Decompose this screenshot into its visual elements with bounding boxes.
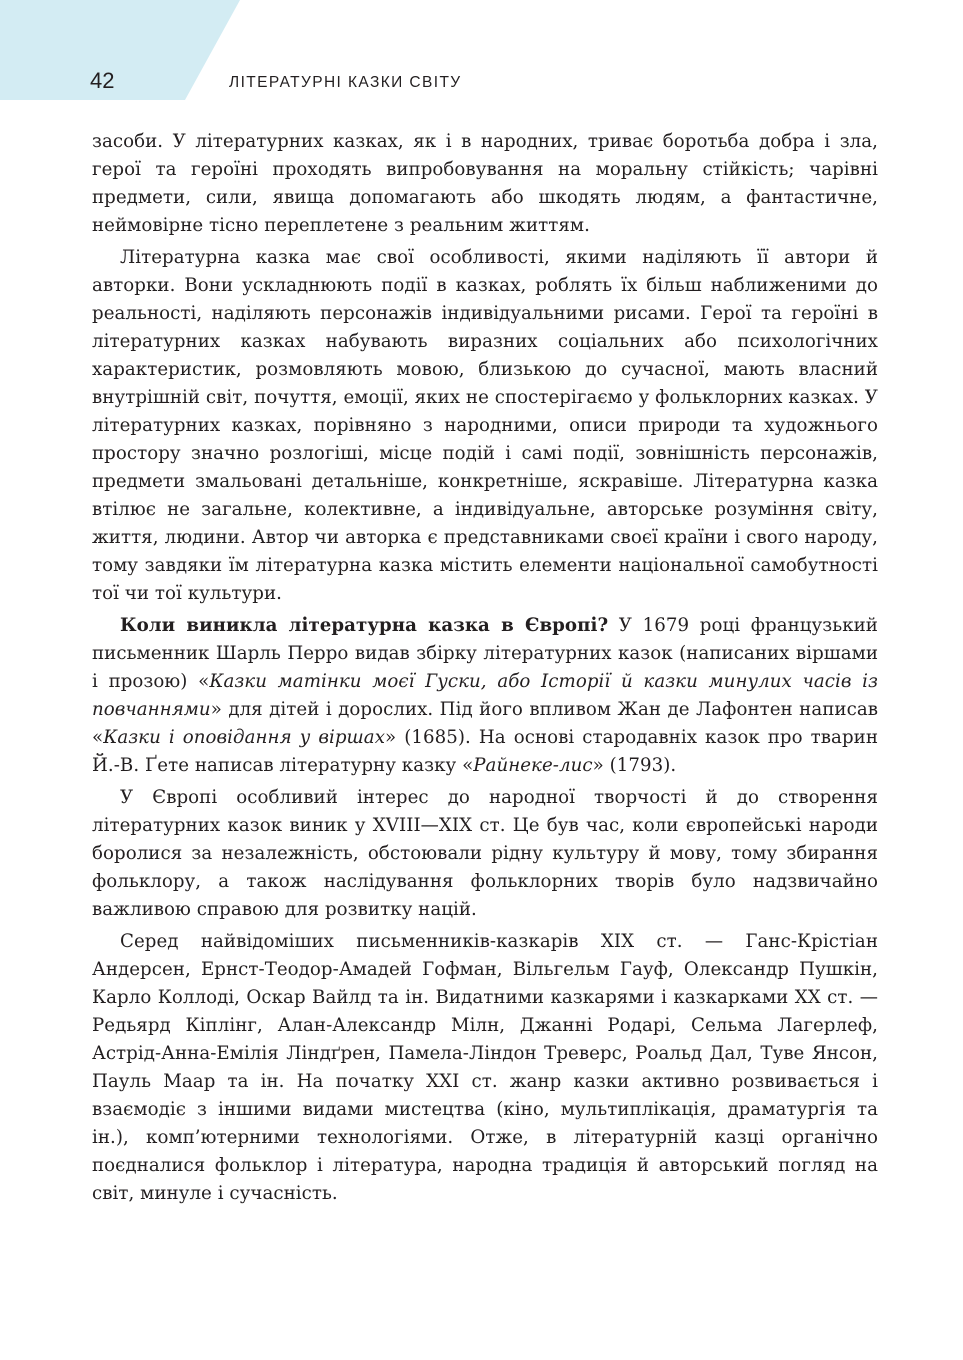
header-color-band (0, 0, 240, 100)
book-title-lafontaine: Казки і оповідання у віршах (103, 727, 386, 748)
paragraph-2: Літературна казка має свої особливості, якими наділяють її автори й авторки. Вони ускладнюють події в казках, роблять їх більш наближеними до реальності, наділяють персонажів індивідуальними рисами. Герої та героїні в літературних казках набувають виразних соціальних або психологічних характеристик, розмовляють мовою, близькою до сучасної, мають власний внутрішній світ, почуття, емоції, яких не спостерігаємо у фольклорних казках. У літературних казках, порівняно з народними, описи природи та художнього простору значно розлогіші, місце подій і самі події, зовнішність персонажів, предмети змальовані детальніше, конкретніше, яскравіше. Літературна казка втілює не загальне, колективне, а індивідуальне, авторське розуміння світу, життя, людини. Автор чи авторка є представниками своєї країни і свого народу, тому завдяки їм літературна казка містить елементи національної самобутності тої чи тої культури. (92, 247, 878, 604)
paragraph-5: Серед найвідоміших письменників-казкарів XIX ст. — Ганс-Крістіан Андерсен, Ернст-Теодор-Амадей Гофман, Вільгельм Гауф, Олександр Пушкін, Карло Коллоді, Оскар Вайлд та ін. Видатними казкарями і казкарками XX ст. — Редьярд Кіплінг, Алан-Александр Мілн, Джанні Родарі, Сельма Лагерлеф, Астрід-Анна-Емілія Ліндґрен, Памела-Ліндон Треверс, Роальд Дал, Туве Янсон, Пауль Маар та ін. На початку XXI ст. жанр казки активно розвивається і взаємодіє з іншими видами мистецтва (кіно, мультиплікація, драматургія та ін.), комп’ютерними технологіями. Отже, в літературній казці органічно поєдналися фольклор і література, народна традиція й авторський погляд на світ, минуле і сучасність. (92, 931, 878, 1204)
paragraph-3-text-3: » (1685). На основі стародавніх казок про тварин Й.-В. Ґете написав літературну казку « (92, 727, 878, 776)
book-title-goethe: Райнеке-лис (473, 755, 593, 776)
running-title: ЛІТЕРАТУРНІ КАЗКИ СВІТУ (229, 74, 462, 91)
paragraph-3-text-2: » для дітей і дорослих. Під його впливом Жан де Лафонтен написав « (92, 699, 878, 748)
main-text (92, 128, 878, 1208)
paragraph-1: засоби. У літературних казках, як і в народних, триває боротьба добра і зла, герої та героїні проходять випробовування на моральну стійкість; чарівні предмети, сили, явища допомагають або шкодять людям, а фантастичне, неймовірне тісно переплетене з реальним життям. (92, 131, 878, 236)
paragraph-3-text-4: » (1793). (592, 755, 677, 776)
paragraph-4: У Європі особливий інтерес до народної творчості й до створення літературних казок виник у XVIII—XIX ст. Це був час, коли європейські народи боролися за незалежність, обстоювали рідну культуру й мову, тому збирання фольклору, а також наслідування фольклорних творів було надзвичайно важливою справою для розвитку націй. (92, 787, 878, 920)
page-number: 42 (90, 68, 115, 93)
paragraph-3 (92, 612, 878, 780)
section-question: Коли виникла літературна казка в Європі? (120, 615, 609, 636)
book-title-perrault: Казки матінки моєї Гуски, або Історії й казки минулих часів із повчаннями (92, 671, 878, 720)
paragraph-3-text-1: У 1679 році французький письменник Шарль Перро видав збірку літературних казок (написаних віршами і прозою) « (92, 615, 878, 692)
